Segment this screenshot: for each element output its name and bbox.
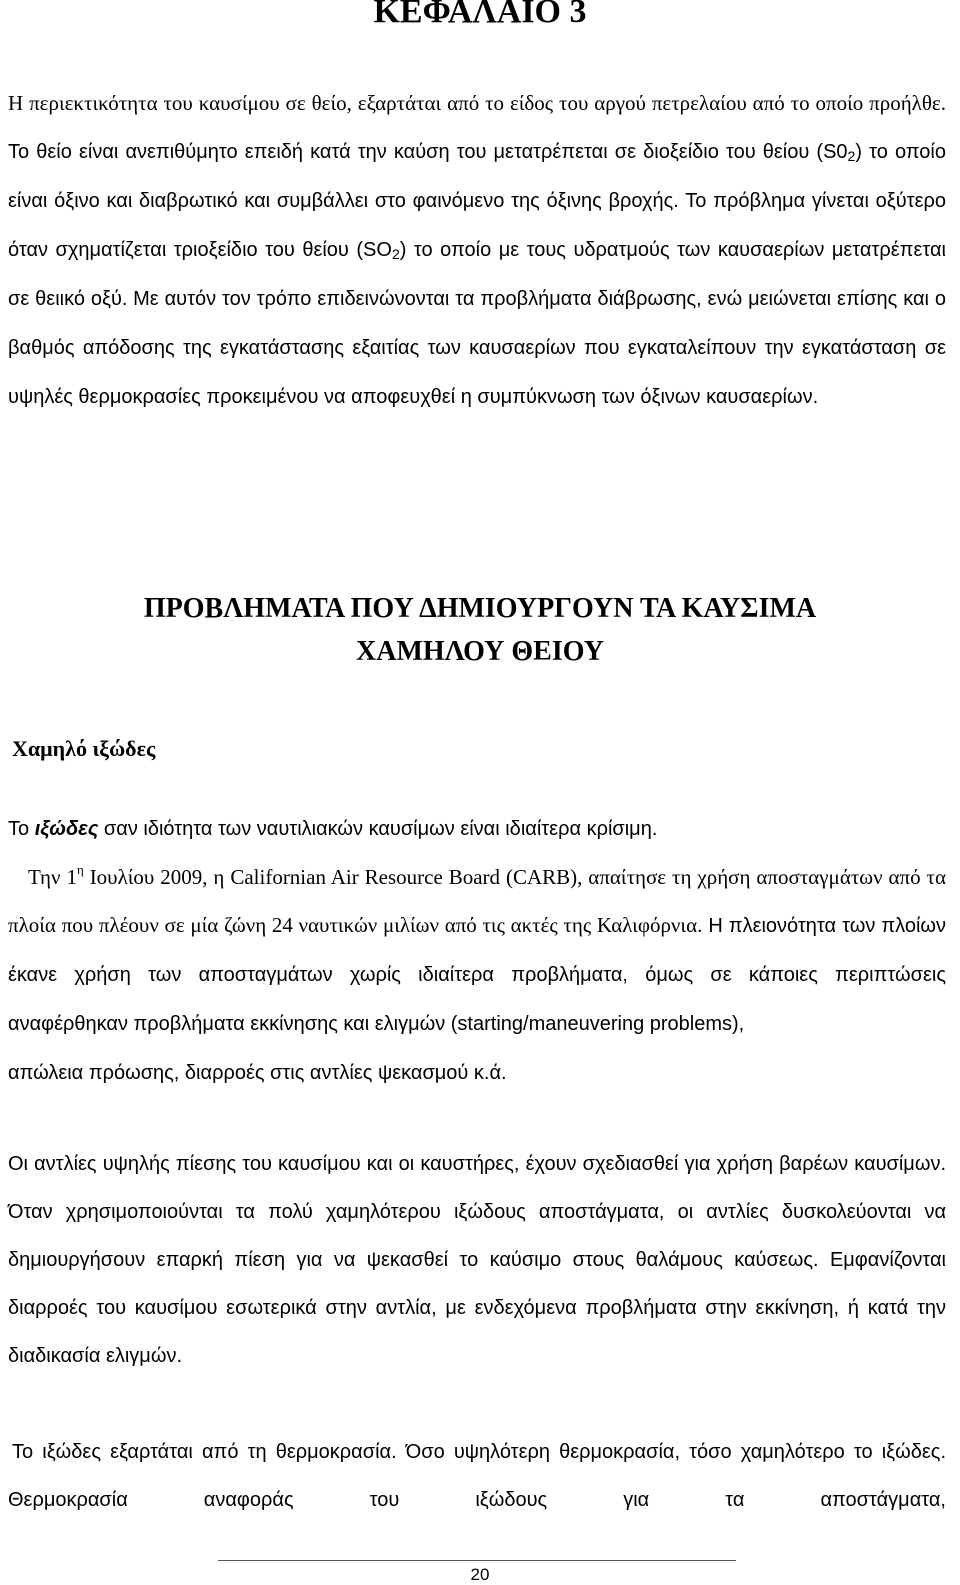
carb-sentence-3: απώλεια πρόωσης, διαρροές στις αντλίες ψεκασμού κ.ά.: [8, 1062, 507, 1084]
viscosity-intro-pre: Το: [8, 818, 35, 840]
carb-paragraph: [8, 853, 946, 1097]
ordinal-superscript: η: [76, 862, 84, 877]
viscosity-intro-post: σαν ιδιότητα των ναυτιλιακών καυσίμων είναι ιδιαίτερα κρίσιμη.: [98, 818, 658, 840]
pumps-sentence-2: Όταν χρησιμοποιούνται τα πολύ χαμηλότερου ιξώδους αποστάγματα, οι αντλίες δυσκολεύονται να δημιουργήσουν επαρκή πίεση για να ψεκασθεί το καύσιμο στους θαλάμους καύσεως.: [8, 1201, 946, 1271]
pumps-paragraph: [8, 1140, 946, 1380]
page-number: 20: [470, 1565, 490, 1584]
subheading-low-viscosity: Χαμηλό ιξώδες: [12, 736, 156, 761]
temperature-paragraph: [8, 1428, 946, 1524]
intro-sentence-3-start: Το πρόβλημα γίνεται οξύτερο όταν σχηματίζεται τριοξείδιο του θείου (SO: [8, 190, 947, 261]
intro-sentence-2-end: ) το οποίο είναι όξινο και διαβρωτικό και συμβάλλει στο φαινόμενο της όξινης βροχής.: [8, 141, 946, 212]
viscosity-term: ιξώδες: [34, 818, 99, 840]
carb-sentence-1: Ιουλίου 2009, η Californian Air Resource Board (CARB), απαίτησε τη χρήση αποσταγμάτων από τα πλοία που πλέουν σε μία ζώνη 24 ναυτικών μιλίων από τις ακτές της Καλιφόρνια.: [8, 865, 946, 937]
section-heading-line-2: ΧΑΜΗΛΟΥ ΘΕΙΟΥ: [356, 636, 604, 667]
carb-date-prefix: Την 1: [28, 865, 77, 889]
section-heading-line-1: ΠΡΟΒΛΗΜΑΤΑ ΠΟΥ ΔΗΜΙΟΥΡΓΟΥΝ ΤΑ ΚΑΥΣΙΜΑ: [143, 593, 817, 624]
intro-sentence-3-end: ) το οποίο με τους υδρατμούς των καυσαερίων μετατρέπεται σε θειικό οξύ.: [8, 239, 946, 310]
pumps-sentence-3: Εμφανίζονται διαρροές του καυσίμου εσωτερικά στην αντλία, με ενδεχόμενα προβλήματα στην εκκίνηση, ή κατά την διαδικασία ελιγμών.: [8, 1249, 947, 1367]
viscosity-intro-line: [8, 805, 946, 853]
so2-subscript: 2: [847, 148, 856, 164]
intro-sentence-2-start: Το θείο είναι ανεπιθύμητο επειδή κατά την καύση του μετατρέπεται σε διοξείδιο του θείου (S0: [8, 141, 848, 163]
so3-subscript: 2: [391, 246, 400, 262]
temperature-sentence-3: Θερμοκρασία αναφοράς του ιξώδους για τα αποστάγματα,: [8, 1489, 946, 1511]
intro-sentence-1: Η περιεκτικότητα του καυσίμου σε θείο, εξαρτάται από το είδος του αργού πετρελαίου από το οποίο προήλθε.: [8, 91, 946, 115]
pumps-sentence-1: Οι αντλίες υψηλής πίεσης του καυσίμου και οι καυστήρες, έχουν σχεδιασθεί για χρήση βαρέων καυσίμων.: [8, 1153, 946, 1175]
intro-sentence-4: Με αυτόν τον τρόπο επιδεινώνονται τα προβλήματα διάβρωσης, ενώ μειώνεται επίσης και ο βαθμός απόδοσης της εγκατάστασης εξαιτίας των καυσαερίων που εγκαταλείπουν την εγκατάσταση σε υψηλές θερμοκρασίες προκειμένου να αποφευχθεί η συμπύκνωση των όξινων καυσαερίων.: [8, 288, 947, 408]
footer-rule: [218, 1560, 736, 1561]
temperature-sentence-2: Όσο υψηλότερη θερμοκρασία, τόσο χαμηλότερο το ιξώδες.: [396, 1441, 946, 1463]
intro-paragraph: [8, 79, 946, 421]
chapter-title: ΚΕΦΑΛΑΙΟ 3: [373, 0, 587, 30]
carb-sentence-2: Η πλειονότητα των πλοίων έκανε χρήση των αποσταγμάτων χωρίς ιδιαίτερα προβλήματα, όμως σε κάποιες περιπτώσεις αναφέρθηκαν προβλήματα εκκίνησης και ελιγμών (starting/maneuvering problems),: [8, 915, 946, 1035]
temperature-sentence-1: Το ιξώδες εξαρτάται από τη θερμοκρασία.: [12, 1441, 397, 1463]
